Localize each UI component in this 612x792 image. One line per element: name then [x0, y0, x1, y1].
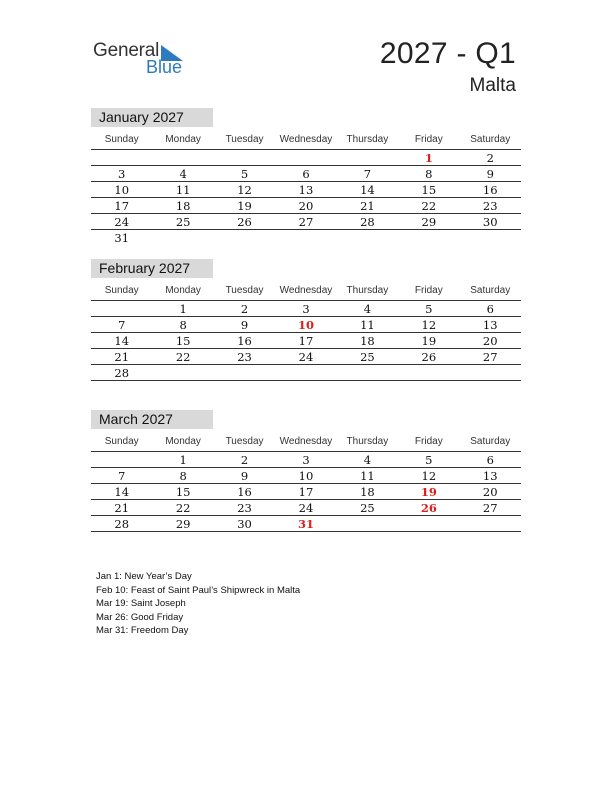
- day-cell: 28: [360, 215, 375, 229]
- day-cell: 8: [179, 318, 187, 332]
- day-cell: 12: [421, 469, 437, 483]
- weekday-label: Wednesday: [279, 436, 333, 447]
- empty-day-cell: [152, 150, 213, 165]
- week-row: [91, 500, 521, 516]
- day-cell: 20: [482, 485, 498, 499]
- weekday-label: Wednesday: [279, 134, 333, 145]
- day-cell: 3: [302, 453, 310, 467]
- month-march: [91, 410, 521, 532]
- weekday-label: Friday: [414, 285, 443, 296]
- month-label: March 2027: [91, 410, 213, 429]
- week-row: [91, 150, 521, 166]
- day-cell: 27: [482, 501, 498, 515]
- day-cell: 24: [298, 501, 314, 515]
- day-cell: 4: [179, 167, 187, 181]
- day-cell: 7: [118, 469, 126, 483]
- weekday-label: Sunday: [104, 436, 139, 447]
- week-row: [91, 230, 521, 246]
- day-cell: 13: [482, 469, 498, 483]
- day-cell: 26: [237, 215, 252, 229]
- weekday-label: Friday: [414, 134, 443, 145]
- weekday-label: Saturday: [470, 285, 511, 296]
- weekday-header: [91, 284, 521, 301]
- empty-day-cell: [398, 230, 459, 246]
- day-cell: 4: [363, 302, 372, 316]
- day-cell: 23: [237, 350, 252, 364]
- day-cell: 15: [175, 485, 191, 499]
- day-cell: 20: [482, 334, 498, 348]
- day-cell: 9: [240, 318, 249, 332]
- week-row: [91, 516, 521, 532]
- day-cell: 18: [360, 334, 375, 348]
- day-cell: 22: [421, 199, 437, 213]
- empty-day-cell: [214, 150, 275, 165]
- day-cell: 7: [118, 318, 126, 332]
- week-row: [91, 214, 521, 230]
- weekday-label: Thursday: [346, 436, 389, 447]
- week-row: [91, 182, 521, 198]
- day-cell: 17: [298, 334, 314, 348]
- weekday-label: Wednesday: [279, 285, 333, 296]
- weekday-label: Monday: [165, 134, 201, 145]
- day-cell: 14: [360, 183, 375, 197]
- day-cell: 30: [482, 215, 498, 229]
- day-cell: 21: [360, 199, 375, 213]
- day-cell: 26: [420, 501, 437, 515]
- day-cell: 10: [114, 183, 130, 197]
- page-title: 2027 - Q1: [379, 37, 516, 70]
- day-cell: 11: [360, 469, 375, 483]
- empty-day-cell: [337, 516, 398, 531]
- empty-day-cell: [91, 150, 152, 165]
- day-cell: 1: [179, 453, 187, 467]
- empty-day-cell: [460, 230, 521, 246]
- empty-day-cell: [460, 365, 521, 380]
- day-cell: 16: [237, 334, 252, 348]
- day-cell: 12: [237, 183, 252, 197]
- week-row: [91, 468, 521, 484]
- empty-day-cell: [275, 365, 336, 380]
- day-cell: 15: [175, 334, 191, 348]
- weekday-header: [91, 133, 521, 150]
- day-cell: 17: [298, 485, 314, 499]
- day-cell: 2: [240, 302, 249, 316]
- day-cell: 28: [114, 366, 130, 380]
- week-row: [91, 333, 521, 349]
- day-cell: 1: [179, 302, 187, 316]
- day-cell: 21: [114, 350, 130, 364]
- day-cell: 16: [237, 485, 252, 499]
- day-cell: 24: [298, 350, 314, 364]
- day-cell: 14: [114, 334, 130, 348]
- day-cell: 1: [424, 151, 433, 165]
- empty-day-cell: [214, 365, 275, 380]
- empty-day-cell: [152, 365, 213, 380]
- weekday-label: Sunday: [104, 285, 139, 296]
- empty-day-cell: [275, 150, 336, 165]
- week-row: [91, 452, 521, 468]
- logo: [93, 40, 193, 80]
- day-cell: 9: [240, 469, 249, 483]
- holiday-note: Mar 31: Freedom Day: [96, 625, 189, 636]
- day-cell: 17: [114, 199, 130, 213]
- holiday-note: Mar 26: Good Friday: [96, 611, 184, 623]
- day-cell: 27: [482, 350, 498, 364]
- day-cell: 9: [486, 167, 494, 181]
- weekday-header: [91, 435, 521, 452]
- empty-day-cell: [91, 452, 152, 467]
- weekday-label: Monday: [165, 436, 201, 447]
- empty-day-cell: [398, 365, 459, 380]
- week-row: [91, 484, 521, 500]
- day-cell: 15: [421, 183, 437, 197]
- week-row: [91, 317, 521, 333]
- weekday-label: Tuesday: [225, 285, 264, 296]
- week-row: [91, 365, 521, 381]
- weekday-label: Saturday: [470, 436, 511, 447]
- day-cell: 19: [421, 334, 437, 348]
- holiday-note: Feb 10: Feast of Saint Paul’s Shipwreck in Malta: [96, 584, 301, 596]
- day-cell: 7: [363, 167, 372, 181]
- day-cell: 6: [486, 302, 494, 316]
- day-cell: 28: [114, 517, 130, 531]
- day-cell: 31: [114, 231, 130, 245]
- day-cell: 23: [237, 501, 252, 515]
- week-row: [91, 349, 521, 365]
- day-cell: 23: [482, 199, 498, 213]
- holiday-note: Jan 1: New Year’s Day: [96, 571, 192, 582]
- day-cell: 22: [175, 501, 191, 515]
- day-cell: 27: [298, 215, 314, 229]
- day-cell: 19: [237, 199, 252, 213]
- weekday-label: Sunday: [104, 134, 139, 145]
- day-cell: 24: [114, 215, 130, 229]
- empty-day-cell: [337, 230, 398, 246]
- weekday-label: Thursday: [346, 285, 389, 296]
- day-cell: 25: [175, 215, 191, 229]
- empty-day-cell: [91, 301, 152, 316]
- day-cell: 5: [425, 302, 433, 316]
- day-cell: 10: [297, 318, 314, 332]
- day-cell: 26: [421, 350, 437, 364]
- day-cell: 29: [421, 215, 437, 229]
- day-cell: 13: [482, 318, 498, 332]
- day-cell: 30: [237, 517, 252, 531]
- country-label: Malta: [469, 75, 516, 96]
- day-cell: 8: [425, 167, 433, 181]
- day-cell: 12: [421, 318, 437, 332]
- weekday-label: Saturday: [470, 134, 511, 145]
- day-cell: 2: [486, 151, 494, 165]
- day-cell: 6: [302, 167, 310, 181]
- day-cell: 8: [179, 469, 187, 483]
- day-cell: 6: [486, 453, 494, 467]
- week-row: [91, 301, 521, 317]
- day-cell: 3: [118, 167, 126, 181]
- day-cell: 4: [363, 453, 372, 467]
- day-cell: 13: [298, 183, 314, 197]
- empty-day-cell: [337, 150, 398, 165]
- weekday-label: Monday: [165, 285, 201, 296]
- day-cell: 29: [175, 517, 191, 531]
- day-cell: 14: [114, 485, 130, 499]
- empty-day-cell: [275, 230, 336, 246]
- empty-day-cell: [398, 516, 459, 531]
- empty-day-cell: [460, 516, 521, 531]
- empty-day-cell: [214, 230, 275, 246]
- empty-day-cell: [152, 230, 213, 246]
- day-cell: 3: [302, 302, 310, 316]
- day-cell: 18: [175, 199, 191, 213]
- empty-day-cell: [337, 365, 398, 380]
- day-cell: 31: [297, 517, 314, 531]
- day-cell: 10: [298, 469, 314, 483]
- day-cell: 5: [425, 453, 433, 467]
- logo-general-text: General: [93, 40, 160, 61]
- logo-blue-text: Blue: [146, 57, 183, 77]
- month-label: January 2027: [91, 108, 213, 127]
- day-cell: 20: [298, 199, 314, 213]
- month-january: [91, 108, 521, 246]
- weekday-label: Tuesday: [225, 134, 264, 145]
- day-cell: 18: [360, 485, 375, 499]
- holiday-note: Mar 19: Saint Joseph: [96, 598, 186, 609]
- week-row: [91, 198, 521, 214]
- day-cell: 25: [360, 350, 375, 364]
- day-cell: 5: [240, 167, 249, 181]
- day-cell: 22: [175, 350, 191, 364]
- week-row: [91, 166, 521, 182]
- day-cell: 21: [114, 501, 130, 515]
- weekday-label: Friday: [414, 436, 443, 447]
- weekday-label: Thursday: [346, 134, 389, 145]
- day-cell: 11: [175, 183, 191, 197]
- holiday-notes: [96, 570, 300, 638]
- day-cell: 19: [420, 485, 437, 499]
- month-label: February 2027: [91, 259, 213, 278]
- day-cell: 11: [360, 318, 375, 332]
- day-cell: 2: [240, 453, 249, 467]
- day-cell: 16: [482, 183, 498, 197]
- month-february: [91, 259, 521, 381]
- day-cell: 25: [360, 501, 375, 515]
- weekday-label: Tuesday: [225, 436, 264, 447]
